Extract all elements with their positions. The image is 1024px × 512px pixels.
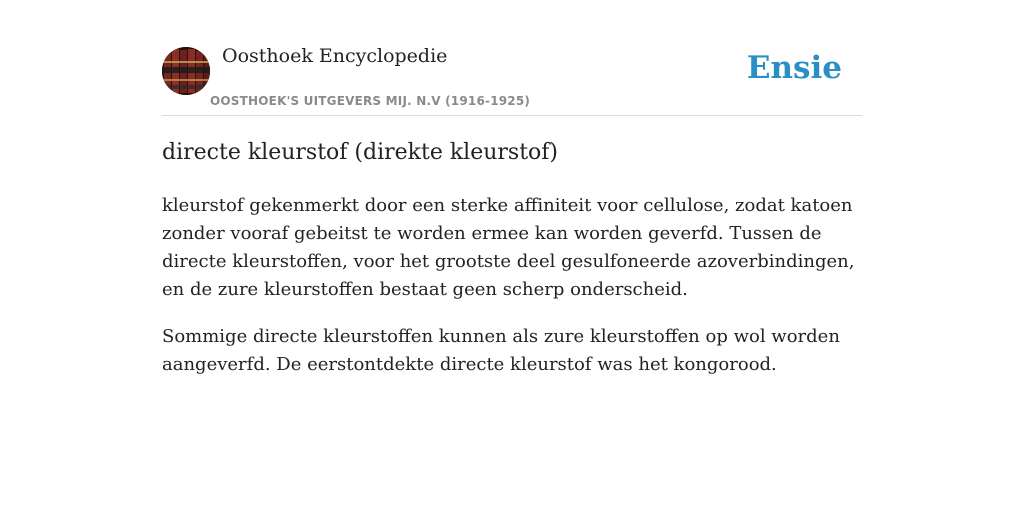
source-subtitle[interactable]: OOSTHOEK'S UITGEVERS MIJ. N.V (1916-1925) <box>210 94 531 108</box>
book-spines-icon <box>162 47 210 95</box>
source-avatar[interactable] <box>162 47 210 95</box>
entry-card <box>162 0 862 375</box>
brand-logo[interactable]: Ensie <box>746 50 842 86</box>
entry-body <box>162 192 862 398</box>
entry-paragraph: Sommige directe kleurstoffen kunnen als zure kleurstoffen op wol worden aangeverfd. De eerstontdekte directe kleurstof was het kongorood. <box>162 326 840 375</box>
entry-paragraph: kleurstof gekenmerkt door een sterke affiniteit voor cellulose, zodat katoen zonder vooraf gebeitst te worden ermee kan worden geverfd. Tussen de directe kleurstoffen, voor het grootste deel gesulfoneerde azoverbindingen, en de zure kleurstoffen bestaat geen scherp onderscheid. <box>162 195 855 300</box>
entry-header <box>162 0 862 116</box>
source-title[interactable]: Oosthoek Encyclopedie <box>222 45 448 67</box>
entry-title: directe kleurstof (direkte kleurstof) <box>162 140 559 165</box>
